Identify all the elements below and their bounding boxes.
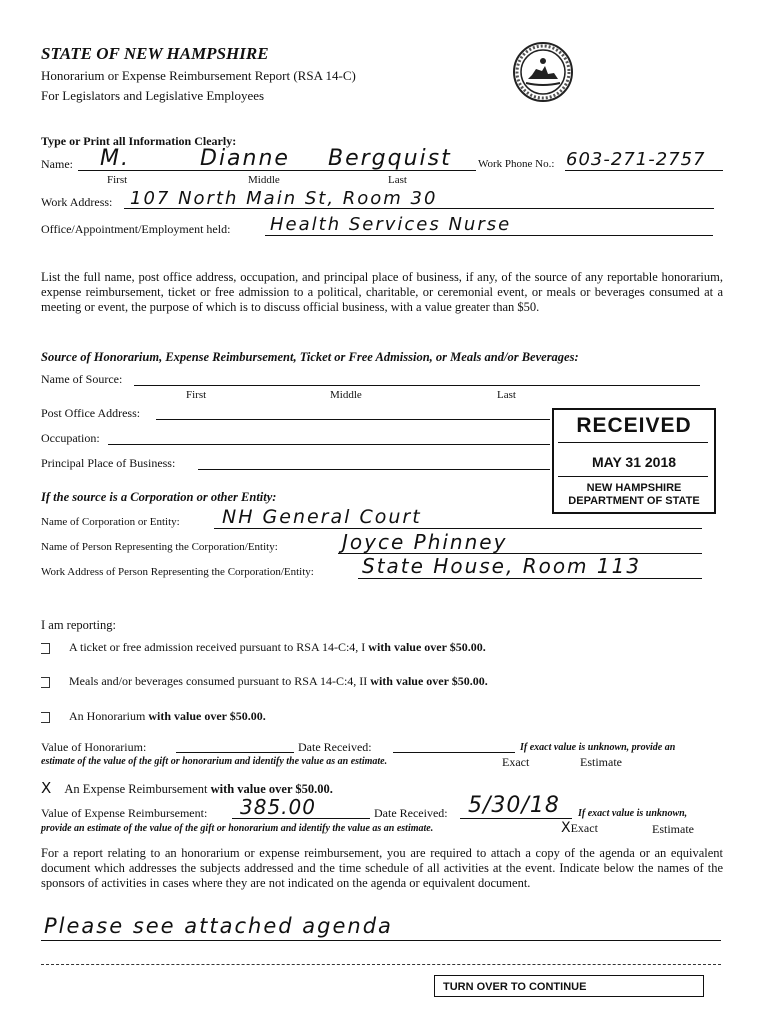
- meals-bold: with value over $50.00.: [370, 674, 488, 688]
- hon-value-underline: [176, 752, 294, 753]
- hon-value-label: Value of Honorarium:: [41, 740, 147, 754]
- form-subtitle: Honorarium or Expense Reimbursement Report (RSA 14-C): [41, 68, 356, 83]
- corp-addr-underline: [358, 578, 702, 579]
- agenda-instructions: For a report relating to an honorarium or expense reimbursement, you are required to attach a copy of the agenda or an equivalent document which addresses the subjects addressed and the time schedule of all activities at the event. Indicate below the names of the sponsors of activities in cases where they are not indicated on the agenda or equivalent document.: [41, 846, 723, 890]
- hon-note-2: estimate of the value of the gift or honorarium and identify the value as an estimate.: [41, 756, 388, 767]
- ticket-option[interactable]: [41, 640, 486, 655]
- honorarium-bold: with value over $50.00.: [148, 709, 266, 723]
- hon-estimate[interactable]: Estimate: [580, 755, 622, 769]
- stamp-line2: DEPARTMENT OF STATE: [568, 495, 700, 507]
- po-address-label: Post Office Address:: [41, 406, 141, 420]
- agenda-underline-1: [41, 940, 721, 941]
- exp-value[interactable]: 385.00: [240, 795, 316, 819]
- business-underline: [198, 469, 550, 470]
- exp-value-label: Value of Expense Reimbursement:: [41, 806, 208, 820]
- stamp-date: MAY 31 2018: [591, 454, 677, 470]
- corp-rep-value[interactable]: Joyce Phinney: [342, 530, 508, 554]
- occupation-label: Occupation:: [41, 431, 100, 445]
- exp-date-underline: [460, 818, 572, 819]
- corp-addr-label: Work Address of Person Representing the Corporation/Entity:: [41, 566, 314, 578]
- name-first-value[interactable]: M.: [100, 146, 130, 171]
- corp-name-value[interactable]: NH General Court: [222, 506, 422, 528]
- exp-note-1: If exact value is unknown,: [578, 808, 688, 819]
- exp-date[interactable]: 5/30/18: [468, 793, 560, 818]
- source-first-caption: First: [186, 389, 207, 401]
- instructions-heading: Type or Print all Information Clearly:: [41, 134, 237, 148]
- po-address-underline: [156, 419, 550, 420]
- stamp-received: RECEIVED: [576, 414, 692, 437]
- exp-note-2: provide an estimate of the value of the gift or honorarium and identify the value as an estimate.: [41, 823, 434, 834]
- exp-estimate[interactable]: Estimate: [652, 822, 694, 836]
- list-instructions: List the full name, post office address, occupation, and principal place of business, if any, of the source of any reportable honorarium, expense reimbursement, ticket or free admission to a political, charitable, or ceremonial event, or meals or beverages consumed at a meeting or event, the purpose of which is to discuss official business, with a value greater than $50.: [41, 270, 723, 314]
- hon-date-label: Date Received:: [298, 740, 372, 754]
- ticket-bold: with value over $50.00.: [368, 640, 486, 654]
- source-heading: Source of Honorarium, Expense Reimbursement, Ticket or Free Admission, or Meals and/or Beverages:: [41, 350, 579, 364]
- stamp-line1: NEW HAMPSHIRE: [586, 482, 682, 494]
- corp-addr-value[interactable]: State House, Room 113: [362, 554, 642, 578]
- agenda-underline-2: [41, 964, 721, 965]
- corp-name-label: Name of Corporation or Entity:: [41, 516, 180, 528]
- name-middle-value[interactable]: Dianne: [200, 146, 290, 171]
- honorarium-text: An Honorarium: [69, 709, 149, 723]
- office-underline: [265, 235, 713, 236]
- source-last-caption: Last: [497, 389, 516, 401]
- corp-name-underline: [214, 528, 702, 529]
- honorarium-option[interactable]: [41, 709, 266, 724]
- turn-over-note: TURN OVER TO CONTINUE: [434, 975, 704, 997]
- corp-rep-label: Name of Person Representing the Corporation/Entity:: [41, 541, 278, 553]
- corporation-heading: If the source is a Corporation or other Entity:: [41, 490, 277, 504]
- meals-option[interactable]: [41, 674, 488, 689]
- hon-note-1: If exact value is unknown, provide an: [520, 742, 676, 753]
- expense-bold: with value over $50.00.: [210, 782, 333, 796]
- source-name-underline: [134, 385, 700, 386]
- hon-exact[interactable]: Exact: [502, 755, 530, 769]
- form-title: STATE OF NEW HAMPSHIRE: [41, 44, 269, 63]
- ticket-checkbox[interactable]: [41, 643, 50, 654]
- last-caption: Last: [388, 174, 407, 186]
- middle-caption: Middle: [248, 174, 280, 186]
- meals-text: Meals and/or beverages consumed pursuant to RSA 14-C:4, II: [69, 674, 371, 688]
- work-phone-value[interactable]: 603-271-2757: [566, 149, 706, 170]
- received-stamp: [552, 408, 716, 514]
- source-name-label: Name of Source:: [41, 372, 123, 386]
- hon-date-underline: [393, 752, 515, 753]
- ticket-text: A ticket or free admission received pursuant to RSA 14-C:4, I: [69, 640, 369, 654]
- work-address-label: Work Address:: [41, 195, 113, 209]
- state-seal-icon: [512, 41, 574, 103]
- name-last-value[interactable]: Bergquist: [328, 146, 452, 171]
- agenda-value[interactable]: Please see attached agenda: [44, 914, 393, 938]
- occupation-underline: [108, 444, 550, 445]
- exp-exact[interactable]: [561, 820, 598, 836]
- office-label: Office/Appointment/Employment held:: [41, 222, 231, 236]
- exp-date-label: Date Received:: [374, 806, 448, 820]
- office-value[interactable]: Health Services Nurse: [270, 214, 512, 235]
- expense-checkmark[interactable]: X: [41, 779, 52, 797]
- first-caption: First: [107, 174, 128, 186]
- work-phone-label: Work Phone No.:: [478, 158, 555, 170]
- work-address-value[interactable]: 107 North Main St, Room 30: [130, 188, 438, 209]
- business-label: Principal Place of Business:: [41, 456, 176, 470]
- exp-exact-label: Exact: [570, 821, 598, 835]
- reporting-heading: I am reporting:: [41, 618, 116, 632]
- name-label: Name:: [41, 157, 73, 171]
- honorarium-checkbox[interactable]: [41, 712, 50, 723]
- meals-checkbox[interactable]: [41, 677, 50, 688]
- expense-text: An Expense Reimbursement: [64, 782, 211, 796]
- phone-underline: [565, 170, 723, 171]
- exp-exact-mark: X: [561, 820, 571, 836]
- form-subtitle-2: For Legislators and Legislative Employees: [41, 88, 265, 103]
- source-middle-caption: Middle: [330, 389, 362, 401]
